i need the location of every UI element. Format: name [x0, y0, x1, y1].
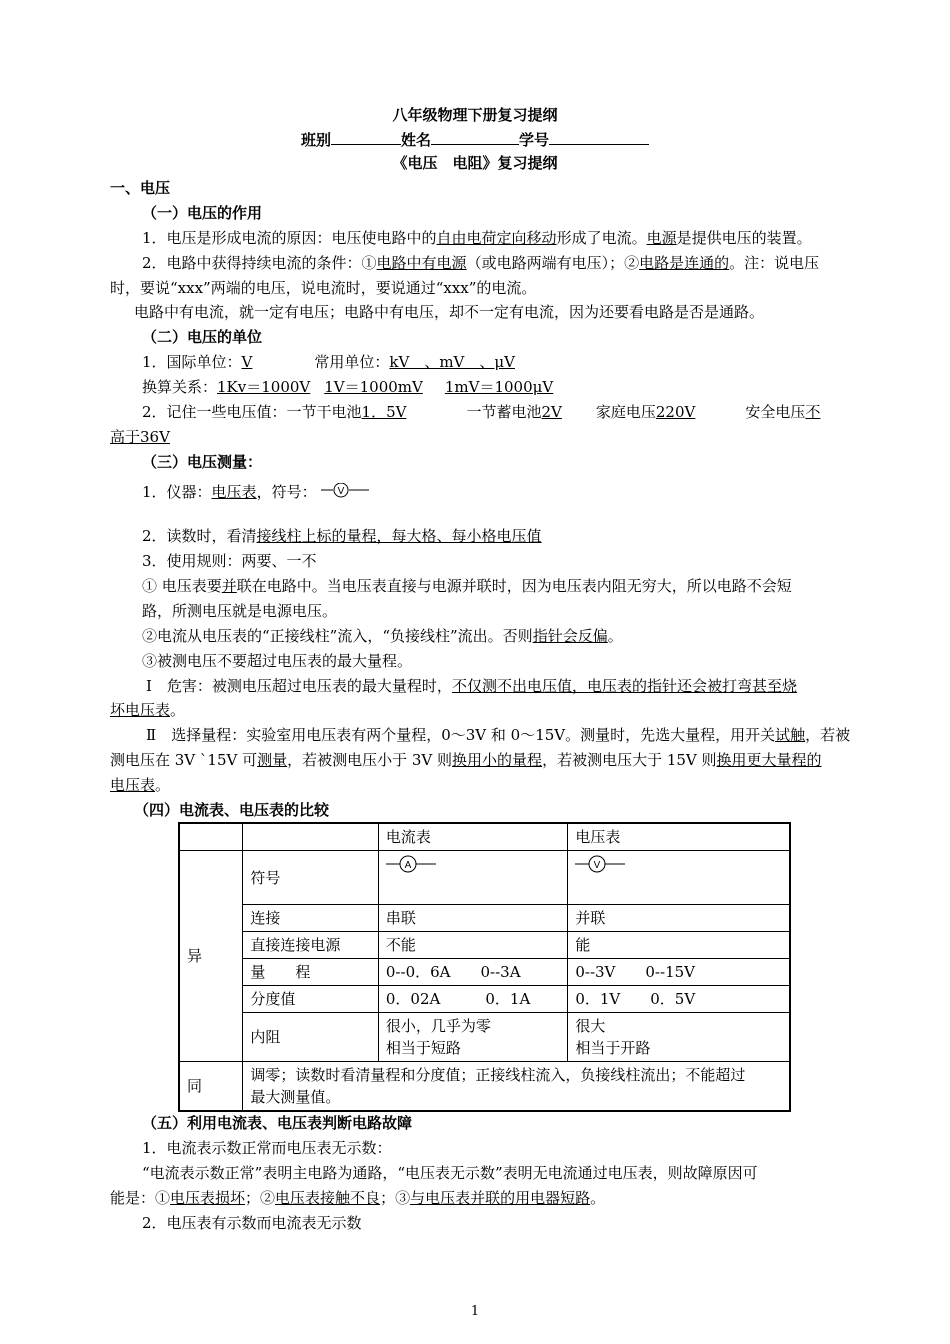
paragraph: 2．电压表有示数而电流表无示数	[142, 1214, 362, 1232]
class-blank[interactable]	[331, 129, 401, 145]
group-diff-label: 异	[179, 851, 243, 1062]
table-row: 量 程 0--0．6A 0--3A 0--3V 0--15V	[179, 959, 790, 986]
table-row: 连接 串联 并联	[179, 905, 790, 932]
table-row: 同 调零；读数时看清量程和分度值；正接线柱流入，负接线柱流出；不能超过 最大测量值。	[179, 1062, 790, 1112]
table-row: 异 符号 A V	[179, 851, 790, 905]
paragraph: Ⅰ 危害：被测电压超过电压表的最大量程时，不仅测不出电压值，电压表的指针还会被打弯甚至烧	[146, 677, 797, 695]
paragraph: 1．电压是形成电流的原因：电压使电路中的自由电荷定向移动形成了电流。电源是提供电压的装置。	[142, 229, 812, 247]
paragraph: 电路中有电流，就一定有电压；电路中有电压，却不一定有电流，因为还要看电路是否是通路。	[134, 303, 765, 321]
subsection-heading: （二）电压的单位	[142, 328, 263, 346]
paragraph: 换算关系：1Kv＝1000V 1V＝1000mV 1mV＝1000μV	[142, 378, 554, 396]
svg-text:V: V	[338, 486, 345, 497]
paragraph: 测电压在 3V ˋ15V 可测量，若被测电压小于 3V 则换用小的量程，若被测电压大于 15V 则换用更大量程的	[110, 751, 822, 769]
paragraph: 电压表。	[110, 776, 171, 794]
paragraph: 1．电流表示数正常而电压表无示数：	[142, 1139, 392, 1157]
name-label: 姓名	[400, 131, 431, 149]
table-row: 内阻 很小，几乎为零 相当于短路 很大 相当于开路	[179, 1013, 790, 1062]
paragraph: 2．电路中获得持续电流的条件：①电路中有电源（或电路两端有电压）；②电路是连通的。注：说电压	[142, 254, 820, 272]
id-blank[interactable]	[549, 129, 649, 145]
id-label: 学号	[519, 131, 550, 149]
paragraph: “电流表示数正常”表明主电路为通路，“电压表无示数”表明无电流通过电压表，则故障原因可	[142, 1164, 758, 1182]
section-heading: 一、电压	[110, 179, 171, 197]
ammeter-symbol-icon	[386, 853, 438, 875]
subsection-heading: （四）电流表、电压表的比较	[134, 801, 330, 819]
group-same-label: 同	[179, 1062, 243, 1112]
table-row: 分度值 0．02A 0．1A 0．1V 0．5V	[179, 986, 790, 1013]
paragraph: 时，要说“xxx”两端的电压，说电流时，要说通过“xxx”的电流。	[110, 279, 537, 297]
paragraph: 高于36V	[110, 428, 170, 446]
name-blank[interactable]	[431, 129, 519, 145]
doc-title: 八年级物理下册复习提纲	[392, 106, 558, 124]
paragraph: 2．读数时，看清接线柱上标的量程，每大格、每小格电压值	[142, 527, 542, 545]
paragraph: ②电流从电压表的“正接线柱”流入，“负接线柱”流出。否则指针会反偏。	[142, 627, 623, 645]
table-row: 直接连接电源 不能 能	[179, 932, 790, 959]
page-number: 1	[470, 1304, 480, 1319]
svg-text:A: A	[404, 860, 412, 871]
student-info-line	[0, 129, 950, 150]
paragraph: 3．使用规则：两要、一不	[142, 552, 317, 570]
comparison-table	[178, 822, 791, 1112]
paragraph: 能是：①电压表损坏；②电压表接触不良；③与电压表并联的用电器短路。	[110, 1189, 606, 1207]
paragraph: ③被测电压不要超过电压表的最大量程。	[142, 652, 413, 670]
paragraph: 坏电压表。	[110, 701, 186, 719]
header-voltmeter: 电压表	[568, 823, 790, 851]
subsection-heading: （一）电压的作用	[142, 204, 263, 222]
table-row	[179, 823, 790, 851]
paragraph: ① 电压表要并联在电路中。当电压表直接与电源并联时，因为电压表内阻无穷大，所以电路不会短	[142, 577, 792, 595]
class-label: 班别	[300, 131, 331, 149]
paragraph: Ⅱ 选择量程：实验室用电压表有两个量程，0～3V 和 0～15V。测量时，先选大量程，用开关试触，若被	[146, 726, 851, 744]
voltmeter-symbol-icon	[575, 853, 627, 875]
paragraph: 1．仪器：电压表，符号： V	[142, 482, 371, 503]
svg-text:V: V	[593, 860, 601, 871]
subsection-heading: （五）利用电流表、电压表判断电路故障	[142, 1114, 413, 1132]
paragraph: 2．记住一些电压值：一节干电池1．5V 一节蓄电池2V 家庭电压220V 安全电压不	[142, 403, 821, 421]
doc-subtitle: 《电压 电阻》复习提纲	[392, 154, 558, 172]
subsection-heading: （三）电压测量：	[142, 453, 263, 471]
paragraph: 1．国际单位：V 常用单位：kV 、mV 、μV	[142, 353, 515, 371]
header-ammeter: 电流表	[378, 823, 567, 851]
paragraph: 路，所测电压就是电源电压。	[142, 602, 338, 620]
voltmeter-symbol-icon	[321, 483, 371, 503]
